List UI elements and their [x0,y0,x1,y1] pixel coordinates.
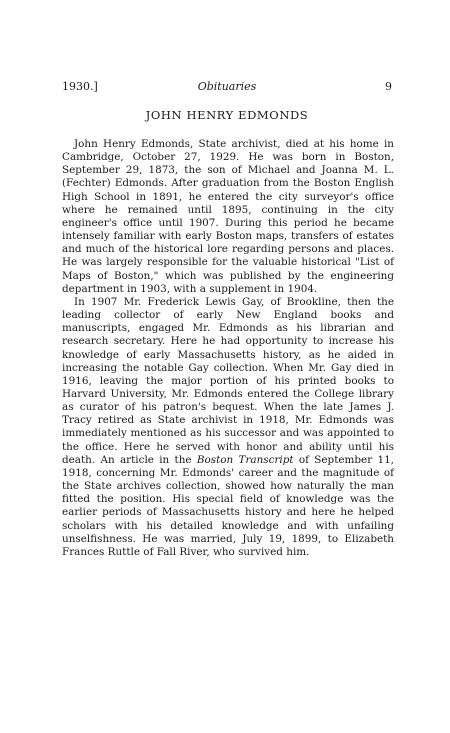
header-section: Obituaries [197,80,257,93]
paragraph-2 [62,296,394,559]
paragraph-2-text-a: In 1907 Mr. Frederick Lewis Gay, of Brookline, then the leading collector of early New England books and manuscripts, engaged Mr. Edmonds as his librarian and research secretary. Here he had opportunity to increase his knowledge of early Massachusetts history, as he aided in increasing the notable Gay collection. When Mr. Gay died in 1916, leaving the major portion of his printed books to Harvard University, Mr. Edmonds entered the College library as curator of his patron's bequest. When the late James J. Tracy retired as State archivist in 1918, Mr. Edmonds was immediately mentioned as his successor and was appointed to the office. Here he served with honor and ability until his death. An article in the [62,295,394,466]
obituary-body [62,138,394,559]
paragraph-2-text-b: of September 11, 1918, concerning Mr. Edmonds' career and the magnitude of the State archives collection, showed how naturally the man fitted the position. His special field of knowledge was the earlier periods of Massachusetts history and here he helped scholars with his detailed knowledge and with unfailing unselfishness. He was married, July 19, 1899, to Elizabeth Frances Ruttle of Fall River, who survived him. [62,453,394,558]
header-year: 1930.] [62,80,98,93]
page-number: 9 [385,80,392,93]
running-header [62,80,392,94]
obituary-title: JOHN HENRY EDMONDS [145,108,309,122]
newspaper-title: Boston Transcript [196,453,294,466]
paragraph-1: John Henry Edmonds, State archivist, died at his home in Cambridge, October 27, 1929. He was born in Boston, September 29, 1873, the son of Michael and Joanna M. L. (Fechter) Edmonds. After graduation from the Boston English High School in 1891, he entered the city surveyor's office where he remained until 1895, continuing in the city engineer's office until 1907. During this period he became intensely familiar with early Boston maps, transfers of estates and much of the historical lore regarding persons and places. He was largely responsible for the valuable historical "List of Maps of Boston," which was published by the engineering department in 1903, with a supplement in 1904. [62,138,394,295]
